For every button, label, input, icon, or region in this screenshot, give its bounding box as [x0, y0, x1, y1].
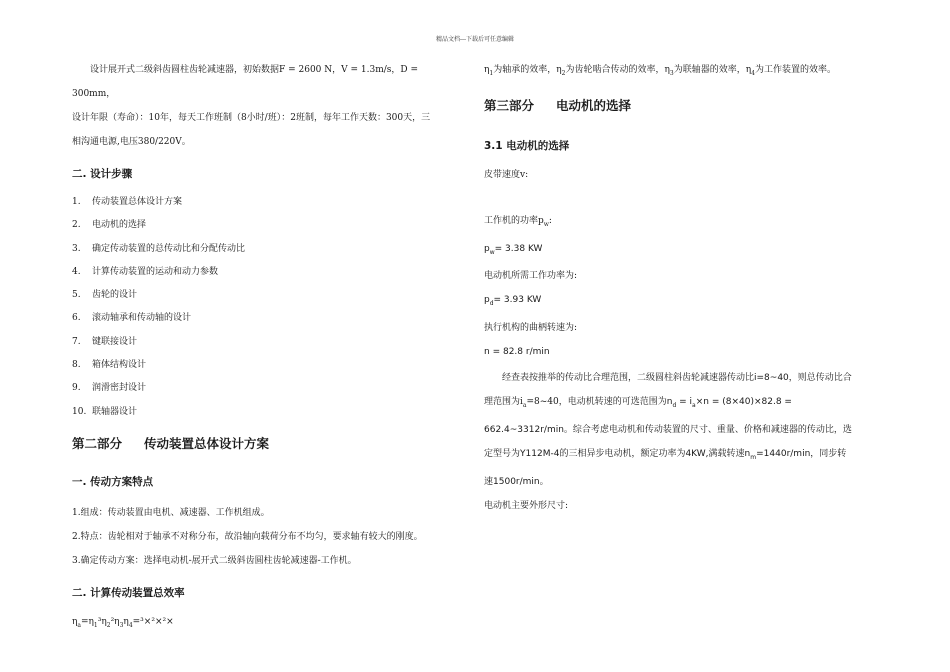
sec2-heading: 二. 计算传动装置总效率	[72, 586, 185, 599]
selection-para-line-4: 定型号为Y112M-4的三相异步电动机，额定功率为4KW,满载转速$n_m=1440r/\min$，同步转	[484, 448, 847, 461]
selection-para-line-1: 经查表按推举的传动比合理范围，二级圆柱斜齿轮减速器传动比i=8~40，则总传动比合	[502, 373, 852, 384]
part2-heading: 第二部分 传动装置总体设计方案	[72, 435, 270, 451]
motor-power-value: $p_d= 3.93$ KW	[484, 295, 542, 308]
selection-para-line-2: 理范围为$i_a=8\sim 40$，电动机转速的可选范围为$n_d = i_a\times n = (8\times 40)\times 82.8$ =	[484, 397, 792, 409]
step-item: 4. 计算传动装置的运动和动力参数	[72, 266, 219, 277]
point-3: 3.确定传动方案：选择电动机-展开式二级斜齿圆柱齿轮减速器-工作机。	[72, 555, 357, 566]
selection-para-line-5: 速1500r/min。	[484, 476, 549, 487]
step-item: 2. 电动机的选择	[72, 220, 147, 231]
step-item: 8. 箱体结构设计	[72, 360, 147, 371]
step-item: 6. 滚动轴承和传动轴的设计	[72, 313, 192, 324]
sec1-heading: 一. 传动方案特点	[72, 475, 154, 488]
eta-definitions: $\eta_1$为轴承的效率，$\eta_2$为齿轮啮合传动的效率，$\eta_3$为联轴器的效率，$\eta_4$为工作装置的效率。	[484, 65, 836, 77]
step-item: 10. 联轴器设计	[72, 406, 138, 417]
page-header: 精品文档---下载后可任意编辑	[435, 36, 515, 43]
step-item: 5. 齿轮的设计	[72, 290, 138, 301]
crank-speed-value: n = 82.8 r/min	[484, 347, 550, 358]
sec31-heading: 3.1 电动机的选择	[484, 139, 570, 152]
right-column	[484, 58, 880, 518]
steps-list	[72, 191, 464, 424]
step-item: 9. 润滑密封设计	[72, 383, 147, 394]
point-2: 2.特点：齿轮相对于轴承不对称分布，故沿轴向载荷分布不均匀，要求轴有较大的刚度。	[72, 531, 423, 542]
intro-line-2: 设计年限（寿命）：10年，每天工作班制（8小时/班）：2班制，每年工作天数：300天，三	[72, 113, 431, 123]
crank-speed-label: 执行机构的曲柄转速为:	[484, 323, 578, 334]
selection-para-line-3: 662.4~3312r/min。综合考虑电动机和传动装置的尺寸、重量、价格和减速器的传动比，选	[484, 424, 852, 435]
step-item: 3. 确定传动装置的总传动比和分配传动比	[72, 243, 246, 254]
step-item: 7. 键联接设计	[72, 336, 138, 347]
intro-line-3: 相沟通电源,电压380/220V。	[72, 137, 191, 147]
left-column	[72, 58, 464, 638]
intro-line-1: 设计展开式二级斜齿圆柱齿轮减速器，初始数据F = 2600 N，V = 1.3m/s，D = 300mm，	[72, 65, 419, 99]
part3-heading: 第三部分 电动机的选择	[484, 97, 632, 113]
steps-heading: 二. 设计步骤	[72, 168, 133, 180]
efficiency-formula: $\eta_a=\eta_1^3\eta_2^2\eta_3\eta_4=^3\times^2\times^2\times$	[72, 616, 174, 629]
work-power-value: $p_w= 3.38$ KW	[484, 243, 543, 256]
work-power-label: 工作机的功率$p_w$:	[484, 215, 552, 228]
motor-dims-label: 电动机主要外形尺寸:	[484, 500, 569, 511]
step-item: 1. 传动装置总体设计方案	[72, 197, 183, 207]
motor-power-label: 电动机所需工作功率为:	[484, 271, 578, 282]
point-1: 1.组成：传动装置由电机、减速器、工作机组成。	[72, 507, 270, 518]
belt-speed-label: 皮带速度v:	[484, 169, 529, 180]
